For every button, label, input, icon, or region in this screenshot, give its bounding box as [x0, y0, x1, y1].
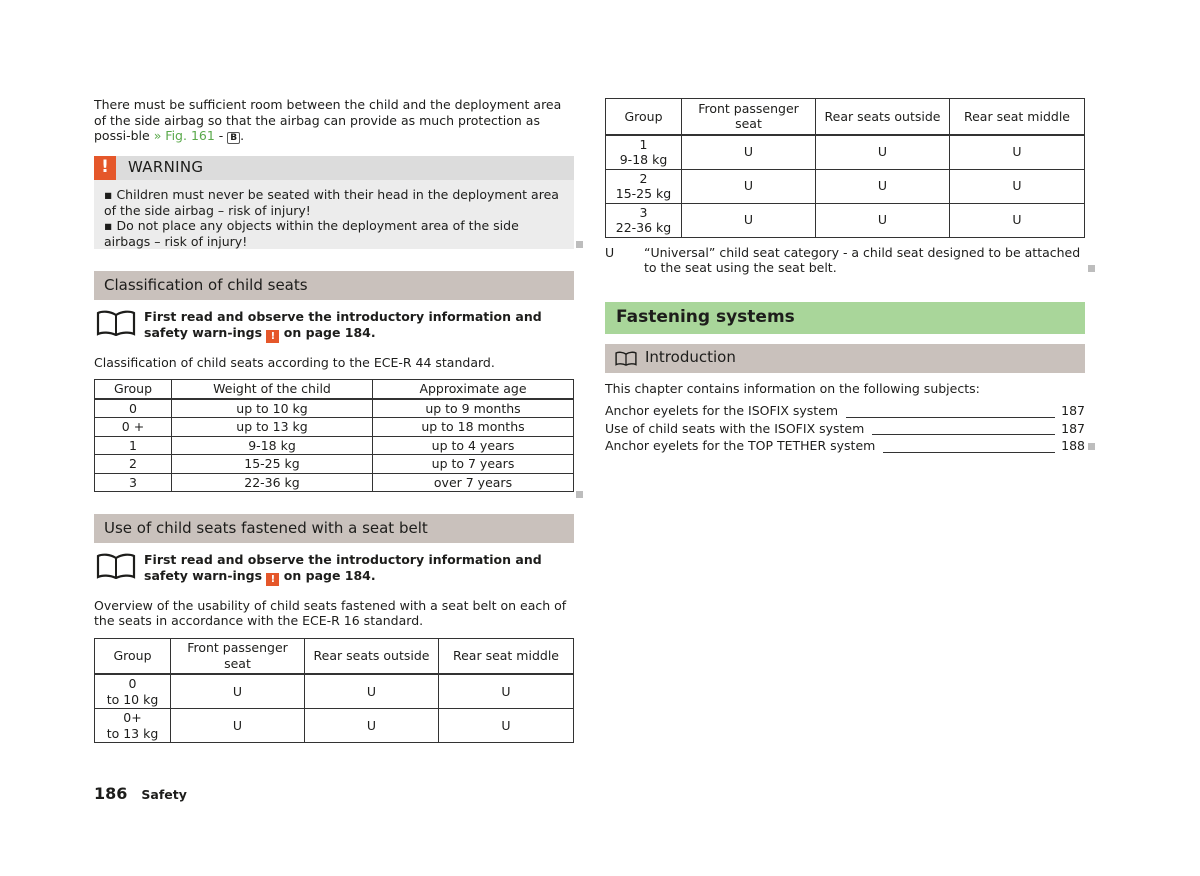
seatbelt-table — [94, 638, 574, 744]
classification-table — [94, 379, 574, 492]
read-first-note: First read and observe the introductory information and safety warn-ings ! on page 184. — [94, 309, 574, 343]
table-legend — [605, 245, 1085, 276]
toc-leader — [872, 433, 1055, 435]
figure-key-badge: B — [227, 132, 240, 144]
column-header: Weight of the child — [172, 380, 373, 399]
toc-label: Use of child seats with the ISOFIX system — [605, 420, 865, 436]
end-mark-icon — [1088, 443, 1095, 450]
warning-icon: ! — [266, 573, 279, 586]
legend-text: “Universal” child seat category - a child seat designed to be attached to the seat using the seat belt. — [644, 244, 1081, 275]
warning-title: WARNING — [128, 158, 204, 177]
toc-item[interactable] — [605, 421, 1085, 439]
column-header: Group — [95, 380, 172, 399]
table-row: 0 up to 10 kg up to 9 months — [95, 399, 574, 418]
figure-link[interactable]: » Fig. 161 — [153, 128, 215, 143]
intro-paragraph: There must be sufficient room between the child and the deployment area of the side airbag so that the airbag can provide as much protection as possi-ble » Fig. 161 - B . — [94, 97, 562, 143]
column-header: Front passenger seat — [171, 638, 305, 674]
seatbelt-table-continued — [605, 98, 1085, 238]
column-header: Front passenger seat — [682, 99, 816, 135]
end-mark-icon — [576, 241, 583, 248]
section-title: Introduction — [645, 348, 736, 367]
table-row: 3 22-36 kg U U U — [606, 203, 1085, 237]
book-icon — [96, 553, 136, 579]
toc-page: 187 — [1061, 420, 1085, 436]
warning-icon: ! — [94, 156, 116, 180]
seatbelt-lead: Overview of the usability of child seats fastened with a seat belt on each of the seats in accordance with the ECE-R 16 standard. — [94, 597, 567, 628]
page-number: 186 — [94, 784, 128, 803]
toc-item[interactable] — [605, 438, 1085, 456]
read-first-note: First read and observe the introductory information and safety warn-ings ! on page 184. — [94, 552, 574, 586]
table-row: 0 + up to 13 kg up to 18 months — [95, 418, 574, 437]
toc-page: 188 — [1061, 438, 1085, 453]
right-column — [605, 98, 1085, 456]
table-row: 2 15-25 kg up to 7 years — [95, 455, 574, 474]
book-icon — [96, 310, 136, 336]
classification-lead: Classification of child seats according to the ECE-R 44 standard. — [94, 354, 495, 370]
column-header: Approximate age — [373, 380, 574, 399]
warning-item: ▪ Children must never be seated with their head in the deployment area of the side airbag – risk of injury! — [104, 187, 559, 218]
column-header: Rear seats outside — [816, 99, 950, 135]
section-header-seatbelt: Use of child seats fastened with a seat belt — [94, 514, 574, 543]
column-header: Rear seat middle — [950, 99, 1085, 135]
table-row: 3 22-36 kg over 7 years — [95, 473, 574, 492]
column-header: Rear seats outside — [305, 638, 439, 674]
end-mark-icon — [1088, 265, 1095, 272]
table-header-row — [95, 638, 574, 674]
toc-leader — [846, 416, 1055, 418]
toc-item[interactable] — [605, 403, 1085, 421]
introduction-lead: This chapter contains information on the following subjects: — [605, 380, 980, 396]
table-header-row — [95, 380, 574, 399]
column-header: Group — [95, 638, 171, 674]
section-header-introduction — [605, 344, 1085, 373]
table-row: 1 9-18 kg U U U — [606, 135, 1085, 170]
warning-header — [94, 156, 574, 180]
warning-item: ▪ Do not place any objects within the deployment area of the side airbags – risk of injury! — [104, 218, 519, 249]
warning-icon: ! — [266, 330, 279, 343]
table-row: 0+ to 13 kg U U U — [95, 709, 574, 743]
column-header: Rear seat middle — [439, 638, 574, 674]
page-footer — [94, 786, 187, 803]
legend-key: U — [605, 244, 615, 260]
toc-label: Anchor eyelets for the ISOFIX system — [605, 403, 839, 418]
table-header-row — [606, 99, 1085, 135]
table-row: 2 15-25 kg U U U — [606, 169, 1085, 203]
toc-label: Anchor eyelets for the TOP TETHER system — [605, 438, 876, 453]
book-icon — [615, 351, 637, 366]
end-mark-icon — [576, 491, 583, 498]
chapter-header-fastening: Fastening systems — [605, 302, 1085, 334]
warning-box — [94, 156, 574, 249]
toc-page: 187 — [1061, 403, 1085, 418]
left-column — [94, 96, 574, 743]
table-of-contents — [605, 403, 1085, 456]
toc-leader — [883, 451, 1055, 453]
table-row: 1 9-18 kg up to 4 years — [95, 436, 574, 455]
column-header: Group — [606, 99, 682, 135]
section-header-classification: Classification of child seats — [94, 271, 574, 300]
footer-section-name: Safety — [141, 787, 187, 802]
warning-body — [94, 180, 574, 249]
table-row: 0 to 10 kg U U U — [95, 674, 574, 709]
